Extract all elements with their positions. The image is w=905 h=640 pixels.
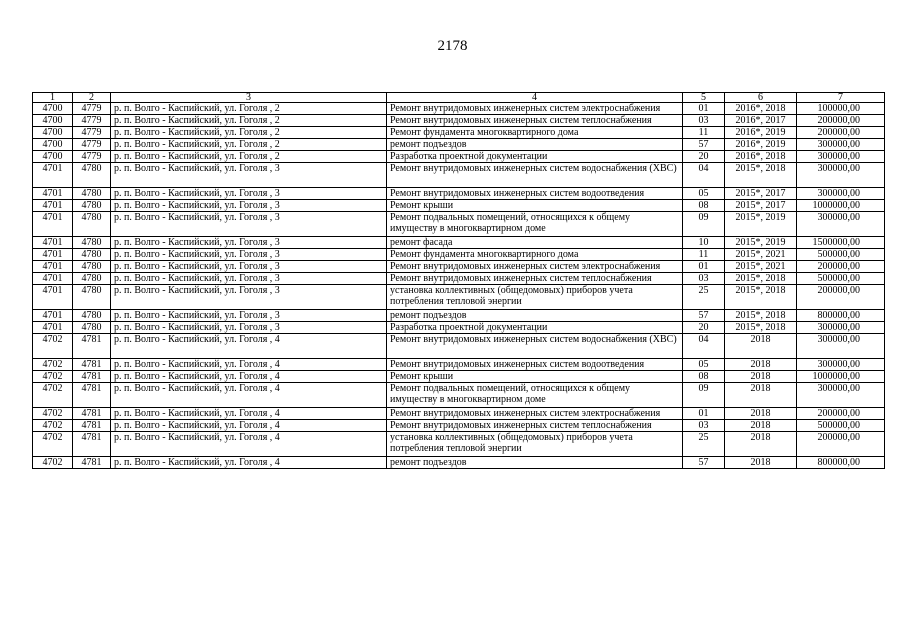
- table-row: [33, 115, 885, 127]
- table-cell-col-2: 4780: [73, 261, 111, 273]
- table-cell-col-7: 200000,00: [797, 127, 885, 139]
- table-row: [33, 285, 885, 310]
- table-cell-col-4: Разработка проектной документации: [387, 322, 683, 334]
- repair-schedule-table: [32, 92, 885, 469]
- table-cell-col-4: ремонт фасада: [387, 237, 683, 249]
- table-cell-col-7: 800000,00: [797, 310, 885, 322]
- table-cell-col-6: 2018: [725, 359, 797, 371]
- table-cell-col-3: р. п. Волго - Каспийский, ул. Гоголя , 4: [111, 457, 387, 469]
- table-row: [33, 151, 885, 163]
- table-cell-col-5: 08: [683, 371, 725, 383]
- table-cell-col-3: р. п. Волго - Каспийский, ул. Гоголя , 4: [111, 383, 387, 408]
- table-cell-col-3: р. п. Волго - Каспийский, ул. Гоголя , 3: [111, 261, 387, 273]
- table-cell-col-5: 09: [683, 383, 725, 408]
- table-cell-col-6: 2016*, 2018: [725, 103, 797, 115]
- table-cell-col-6: 2015*, 2018: [725, 310, 797, 322]
- table-cell-col-1: 4700: [33, 127, 73, 139]
- table-cell-col-5: 01: [683, 103, 725, 115]
- table-cell-col-3: р. п. Волго - Каспийский, ул. Гоголя , 4: [111, 432, 387, 457]
- table-cell-col-4: Ремонт крыши: [387, 200, 683, 212]
- table-row: [33, 334, 885, 359]
- table-cell-col-4: установка коллективных (общедомовых) приборов учета потребления тепловой энергии: [387, 285, 683, 310]
- table-cell-col-2: 4779: [73, 139, 111, 151]
- table-row: [33, 261, 885, 273]
- table-row: [33, 127, 885, 139]
- table-cell-col-5: 04: [683, 163, 725, 188]
- table-cell-col-7: 500000,00: [797, 273, 885, 285]
- table-cell-col-1: 4702: [33, 334, 73, 359]
- table-cell-col-1: 4700: [33, 103, 73, 115]
- table-cell-col-5: 25: [683, 285, 725, 310]
- table-cell-col-7: 200000,00: [797, 285, 885, 310]
- table-cell-col-2: 4780: [73, 188, 111, 200]
- table-cell-col-3: р. п. Волго - Каспийский, ул. Гоголя , 2: [111, 139, 387, 151]
- table-row: [33, 103, 885, 115]
- table-cell-col-6: 2015*, 2017: [725, 200, 797, 212]
- table-cell-col-1: 4701: [33, 261, 73, 273]
- table-cell-col-3: р. п. Волго - Каспийский, ул. Гоголя , 3: [111, 310, 387, 322]
- table-cell-col-7: 1500000,00: [797, 237, 885, 249]
- table-cell-col-2: 4781: [73, 334, 111, 359]
- table-cell-col-4: Ремонт внутридомовых инженерных систем теплоснабжения: [387, 115, 683, 127]
- table-cell-col-4: Ремонт внутридомовых инженерных систем водоснабжения (ХВС): [387, 334, 683, 359]
- table-cell-col-2: 4780: [73, 200, 111, 212]
- table-cell-col-6: 2015*, 2019: [725, 237, 797, 249]
- table-cell-col-2: 4780: [73, 273, 111, 285]
- table-cell-col-3: р. п. Волго - Каспийский, ул. Гоголя , 3: [111, 163, 387, 188]
- table-cell-col-6: 2015*, 2019: [725, 212, 797, 237]
- table-cell-col-3: р. п. Волго - Каспийский, ул. Гоголя , 4: [111, 334, 387, 359]
- table-cell-col-7: 200000,00: [797, 115, 885, 127]
- table-cell-col-1: 4702: [33, 359, 73, 371]
- table-cell-col-2: 4779: [73, 127, 111, 139]
- table-cell-col-5: 25: [683, 432, 725, 457]
- table-cell-col-1: 4701: [33, 285, 73, 310]
- column-header-1: 1: [33, 93, 73, 103]
- table-cell-col-6: 2018: [725, 432, 797, 457]
- table-cell-col-4: Ремонт внутридомовых инженерных систем электроснабжения: [387, 103, 683, 115]
- table-cell-col-5: 20: [683, 322, 725, 334]
- table-cell-col-7: 200000,00: [797, 432, 885, 457]
- table-cell-col-2: 4780: [73, 212, 111, 237]
- table-row: [33, 322, 885, 334]
- table-cell-col-5: 03: [683, 273, 725, 285]
- table-cell-col-4: Ремонт крыши: [387, 371, 683, 383]
- table-cell-col-5: 01: [683, 261, 725, 273]
- table-cell-col-3: р. п. Волго - Каспийский, ул. Гоголя , 2: [111, 115, 387, 127]
- table-cell-col-1: 4701: [33, 163, 73, 188]
- table-cell-col-5: 03: [683, 420, 725, 432]
- table-cell-col-3: р. п. Волго - Каспийский, ул. Гоголя , 3: [111, 249, 387, 261]
- table-cell-col-3: р. п. Волго - Каспийский, ул. Гоголя , 2: [111, 151, 387, 163]
- table-cell-col-7: 300000,00: [797, 188, 885, 200]
- table-cell-col-4: Ремонт внутридомовых инженерных систем водоотведения: [387, 359, 683, 371]
- table-cell-col-2: 4781: [73, 359, 111, 371]
- table-cell-col-6: 2016*, 2019: [725, 127, 797, 139]
- table-cell-col-1: 4702: [33, 420, 73, 432]
- table-cell-col-6: 2016*, 2018: [725, 151, 797, 163]
- table-cell-col-3: р. п. Волго - Каспийский, ул. Гоголя , 3: [111, 212, 387, 237]
- table-cell-col-7: 800000,00: [797, 457, 885, 469]
- table-cell-col-3: р. п. Волго - Каспийский, ул. Гоголя , 3: [111, 188, 387, 200]
- table-row: [33, 310, 885, 322]
- table-header-row: [33, 93, 885, 103]
- table-cell-col-3: р. п. Волго - Каспийский, ул. Гоголя , 3: [111, 273, 387, 285]
- table-cell-col-6: 2015*, 2018: [725, 273, 797, 285]
- table-cell-col-5: 09: [683, 212, 725, 237]
- column-header-7: 7: [797, 93, 885, 103]
- table-cell-col-2: 4781: [73, 371, 111, 383]
- table-cell-col-2: 4781: [73, 420, 111, 432]
- table-cell-col-4: ремонт подъездов: [387, 139, 683, 151]
- table-cell-col-7: 300000,00: [797, 139, 885, 151]
- table-cell-col-7: 500000,00: [797, 249, 885, 261]
- table-row: [33, 420, 885, 432]
- table-cell-col-1: 4700: [33, 139, 73, 151]
- table-cell-col-5: 11: [683, 249, 725, 261]
- table-row: [33, 383, 885, 408]
- table-cell-col-2: 4779: [73, 115, 111, 127]
- table-cell-col-1: 4702: [33, 371, 73, 383]
- table-cell-col-1: 4700: [33, 151, 73, 163]
- table-cell-col-3: р. п. Волго - Каспийский, ул. Гоголя , 4: [111, 371, 387, 383]
- table-cell-col-7: 300000,00: [797, 322, 885, 334]
- column-header-3: 3: [111, 93, 387, 103]
- table-cell-col-1: 4701: [33, 237, 73, 249]
- table-cell-col-4: Ремонт внутридомовых инженерных систем водоснабжения (ХВС): [387, 163, 683, 188]
- table-cell-col-3: р. п. Волго - Каспийский, ул. Гоголя , 2: [111, 127, 387, 139]
- table-cell-col-5: 57: [683, 310, 725, 322]
- table-cell-col-4: Ремонт внутридомовых инженерных систем теплоснабжения: [387, 273, 683, 285]
- table-cell-col-2: 4780: [73, 237, 111, 249]
- table-cell-col-4: ремонт подъездов: [387, 310, 683, 322]
- table-row: [33, 359, 885, 371]
- table-cell-col-7: 300000,00: [797, 151, 885, 163]
- column-header-5: 5: [683, 93, 725, 103]
- table-cell-col-3: р. п. Волго - Каспийский, ул. Гоголя , 4: [111, 408, 387, 420]
- table-cell-col-1: 4702: [33, 457, 73, 469]
- table-cell-col-1: 4701: [33, 249, 73, 261]
- table-cell-col-6: 2018: [725, 371, 797, 383]
- table-cell-col-2: 4781: [73, 457, 111, 469]
- table-row: [33, 139, 885, 151]
- table-cell-col-6: 2018: [725, 408, 797, 420]
- column-header-2: 2: [73, 93, 111, 103]
- table-cell-col-5: 57: [683, 139, 725, 151]
- table-cell-col-4: установка коллективных (общедомовых) приборов учета потребления тепловой энергии: [387, 432, 683, 457]
- table-row: [33, 200, 885, 212]
- table-cell-col-7: 1000000,00: [797, 371, 885, 383]
- table-cell-col-6: 2016*, 2019: [725, 139, 797, 151]
- table-cell-col-3: р. п. Волго - Каспийский, ул. Гоголя , 2: [111, 103, 387, 115]
- table-cell-col-6: 2015*, 2018: [725, 322, 797, 334]
- table-cell-col-3: р. п. Волго - Каспийский, ул. Гоголя , 3: [111, 285, 387, 310]
- table-cell-col-3: р. п. Волго - Каспийский, ул. Гоголя , 3: [111, 200, 387, 212]
- table-cell-col-3: р. п. Волго - Каспийский, ул. Гоголя , 4: [111, 420, 387, 432]
- table-cell-col-5: 08: [683, 200, 725, 212]
- table-cell-col-3: р. п. Волго - Каспийский, ул. Гоголя , 3: [111, 322, 387, 334]
- table-cell-col-3: р. п. Волго - Каспийский, ул. Гоголя , 4: [111, 359, 387, 371]
- table-cell-col-1: 4702: [33, 432, 73, 457]
- table-cell-col-4: Ремонт фундамента многоквартирного дома: [387, 127, 683, 139]
- table-cell-col-2: 4779: [73, 151, 111, 163]
- table-cell-col-1: 4702: [33, 408, 73, 420]
- table-cell-col-2: 4781: [73, 432, 111, 457]
- table-cell-col-2: 4780: [73, 322, 111, 334]
- table-cell-col-6: 2018: [725, 457, 797, 469]
- table-cell-col-5: 05: [683, 188, 725, 200]
- table-cell-col-4: Ремонт подвальных помещений, относящихся к общему имуществу в многоквартирном доме: [387, 212, 683, 237]
- table-cell-col-2: 4780: [73, 310, 111, 322]
- table-cell-col-4: Ремонт внутридомовых инженерных систем электроснабжения: [387, 408, 683, 420]
- table-cell-col-1: 4701: [33, 322, 73, 334]
- table-cell-col-4: Ремонт внутридомовых инженерных систем электроснабжения: [387, 261, 683, 273]
- table-cell-col-2: 4781: [73, 408, 111, 420]
- table-cell-col-7: 300000,00: [797, 359, 885, 371]
- table-cell-col-5: 04: [683, 334, 725, 359]
- table-cell-col-7: 500000,00: [797, 420, 885, 432]
- table-cell-col-6: 2015*, 2021: [725, 249, 797, 261]
- table-cell-col-5: 03: [683, 115, 725, 127]
- table-cell-col-1: 4702: [33, 383, 73, 408]
- table-cell-col-1: 4701: [33, 212, 73, 237]
- table-cell-col-1: 4700: [33, 115, 73, 127]
- table-cell-col-7: 1000000,00: [797, 200, 885, 212]
- table-cell-col-4: Ремонт внутридомовых инженерных систем водоотведения: [387, 188, 683, 200]
- table-cell-col-7: 200000,00: [797, 261, 885, 273]
- table-cell-col-1: 4701: [33, 310, 73, 322]
- table-row: [33, 273, 885, 285]
- table-cell-col-6: 2016*, 2017: [725, 115, 797, 127]
- table-cell-col-6: 2015*, 2017: [725, 188, 797, 200]
- table-cell-col-4: Разработка проектной документации: [387, 151, 683, 163]
- table-cell-col-6: 2015*, 2018: [725, 163, 797, 188]
- table-cell-col-2: 4780: [73, 249, 111, 261]
- table-row: [33, 212, 885, 237]
- table-cell-col-6: 2015*, 2021: [725, 261, 797, 273]
- table-cell-col-7: 200000,00: [797, 408, 885, 420]
- table-cell-col-7: 300000,00: [797, 163, 885, 188]
- table-cell-col-5: 20: [683, 151, 725, 163]
- table-cell-col-2: 4781: [73, 383, 111, 408]
- table-row: [33, 432, 885, 457]
- table-cell-col-5: 01: [683, 408, 725, 420]
- table-cell-col-6: 2018: [725, 420, 797, 432]
- table-cell-col-6: 2018: [725, 334, 797, 359]
- table-cell-col-2: 4779: [73, 103, 111, 115]
- table-cell-col-2: 4780: [73, 285, 111, 310]
- table-cell-col-7: 300000,00: [797, 334, 885, 359]
- table-row: [33, 249, 885, 261]
- table-cell-col-4: Ремонт внутридомовых инженерных систем теплоснабжения: [387, 420, 683, 432]
- table-cell-col-1: 4701: [33, 200, 73, 212]
- table-cell-col-5: 10: [683, 237, 725, 249]
- table-cell-col-3: р. п. Волго - Каспийский, ул. Гоголя , 3: [111, 237, 387, 249]
- table-row: [33, 188, 885, 200]
- page-number: 2178: [437, 38, 468, 54]
- table-row: [33, 237, 885, 249]
- table-cell-col-1: 4701: [33, 188, 73, 200]
- table-cell-col-7: 300000,00: [797, 383, 885, 408]
- column-header-4: 4: [387, 93, 683, 103]
- table-cell-col-4: ремонт подъездов: [387, 457, 683, 469]
- table-row: [33, 163, 885, 188]
- table-row: [33, 408, 885, 420]
- table-cell-col-2: 4780: [73, 163, 111, 188]
- table-cell-col-5: 05: [683, 359, 725, 371]
- table-row: [33, 371, 885, 383]
- table-cell-col-1: 4701: [33, 273, 73, 285]
- table-cell-col-6: 2018: [725, 383, 797, 408]
- table-cell-col-6: 2015*, 2018: [725, 285, 797, 310]
- table-cell-col-7: 300000,00: [797, 212, 885, 237]
- table-cell-col-5: 57: [683, 457, 725, 469]
- table-row: [33, 457, 885, 469]
- table-cell-col-4: Ремонт подвальных помещений, относящихся к общему имуществу в многоквартирном доме: [387, 383, 683, 408]
- table-cell-col-7: 100000,00: [797, 103, 885, 115]
- table-cell-col-5: 11: [683, 127, 725, 139]
- column-header-6: 6: [725, 93, 797, 103]
- table-cell-col-4: Ремонт фундамента многоквартирного дома: [387, 249, 683, 261]
